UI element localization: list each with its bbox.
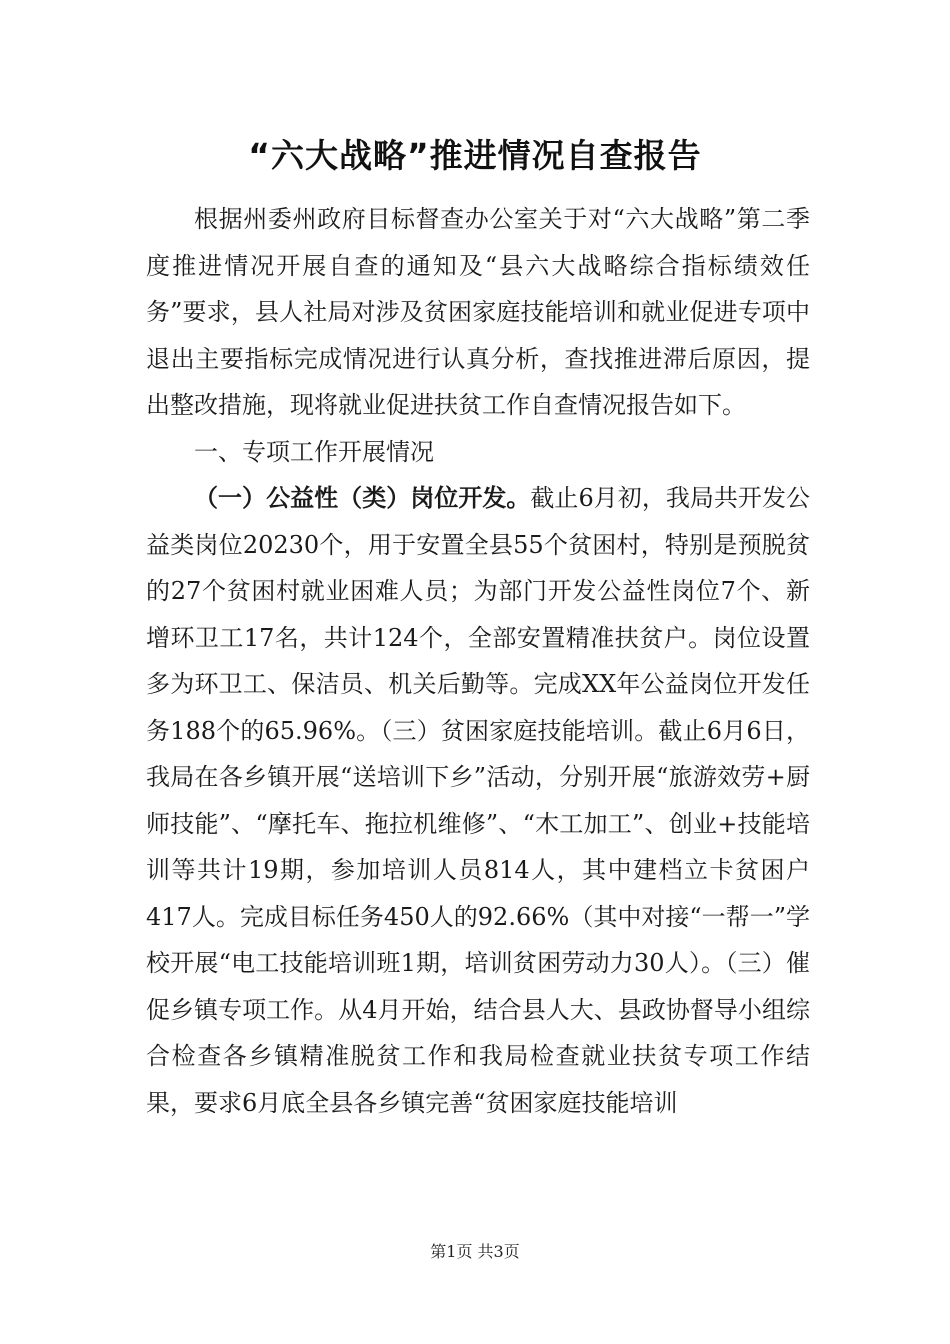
page-footer: 第1页 共3页: [430, 1242, 520, 1261]
section-heading: 一、专项工作开展情况: [194, 437, 434, 466]
document-title: “六大战略”推进情况自查报告: [248, 136, 702, 175]
item1-paragraph: [146, 475, 810, 1126]
document-body: [146, 196, 810, 1126]
item1-lead: （一）公益性（类）岗位开发。: [194, 484, 531, 512]
item1-body: 截止6月初，我局共开发公益类岗位20230个，用于安置全县55个贫困村，特别是预脱贫的27个贫困村就业困难人员；为部门开发公益性岗位7个、新增环卫工17名，共计124个，全部安置精准扶贫户。岗位设置多为环卫工、保洁员、机关后勤等。完成XX年公益岗位开发任务188个的65.96%。（三）贫困家庭技能培训。截止6月6日，我局在各乡镇开展“送培训下乡”活动，分别开展“旅游效劳+厨师技能”、“摩托车、拖拉机维修”、“木工加工”、创业+技能培训等共计19期，参加培训人员814人，其中建档立卡贫困户417人。完成目标任务450人的92.66%（其中对接“一帮一”学校开展“电工技能培训班1期，培训贫困劳动力30人）。（三）催促乡镇专项工作。从4月开始，结合县人大、县政协督导小组综合检查各乡镇精准脱贫工作和我局检查就业扶贫专项工作结果，要求6月底全县各乡镇完善“贫困家庭技能培训: [146, 484, 810, 1117]
intro-paragraph: 根据州委州政府目标督查办公室关于对“六大战略”第二季度推进情况开展自查的通知及“县六大战略综合指标绩效任务”要求，县人社局对涉及贫困家庭技能培训和就业促进专项中退出主要指标完成情况进行认真分析，查找推进滞后原因，提出整改措施，现将就业促进扶贫工作自查情况报告如下。: [146, 205, 810, 419]
